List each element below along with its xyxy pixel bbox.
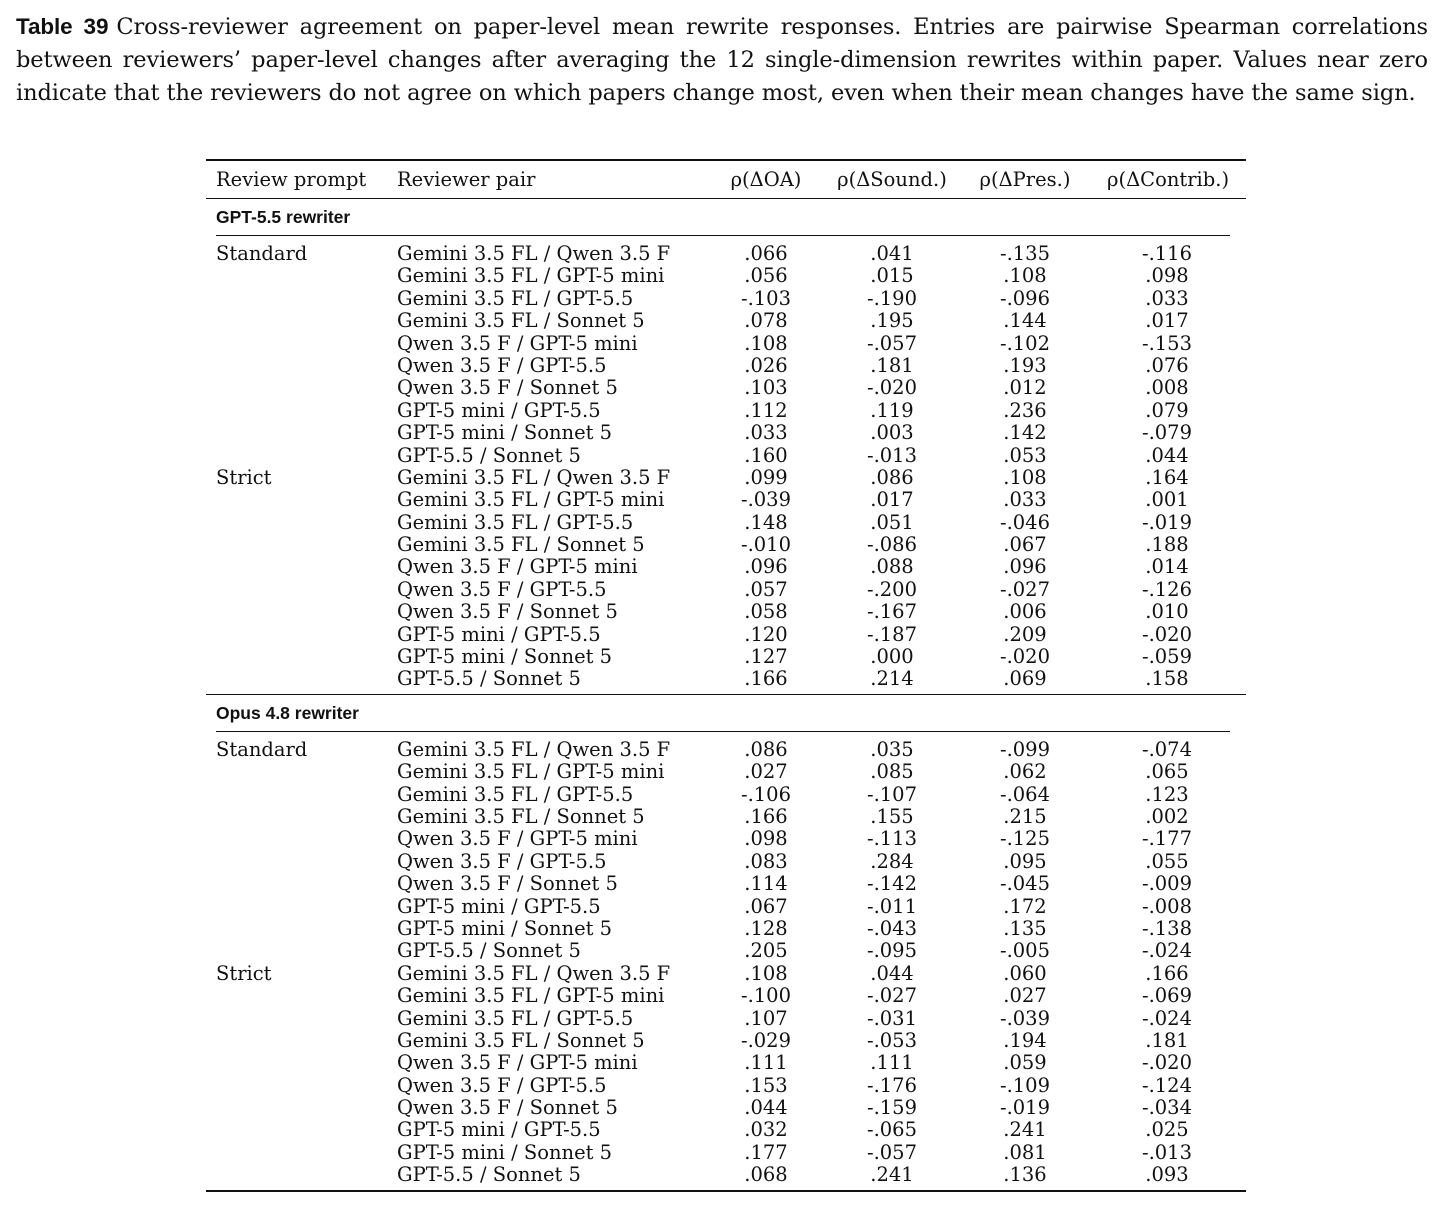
rho-sound-cell: .086 bbox=[870, 465, 914, 489]
rho-pres-cell: .136 bbox=[1003, 1163, 1047, 1187]
rho-oa-cell: .120 bbox=[744, 622, 788, 646]
table-row bbox=[206, 310, 1246, 332]
rho-pres-cell: -.046 bbox=[999, 510, 1050, 534]
table-row bbox=[206, 761, 1246, 783]
reviewer-pair-cell: GPT-5 mini / Sonnet 5 bbox=[397, 421, 613, 445]
bottom-rule bbox=[206, 1190, 1246, 1192]
table-row bbox=[206, 1008, 1246, 1030]
rho-sound-cell: .003 bbox=[870, 421, 914, 445]
table-row bbox=[206, 489, 1246, 511]
reviewer-pair-cell: Gemini 3.5 FL / GPT-5 mini bbox=[397, 760, 665, 784]
reviewer-pair-cell: GPT-5 mini / Sonnet 5 bbox=[397, 1140, 613, 1164]
rho-oa-cell: .128 bbox=[744, 916, 788, 940]
rho-contrib-cell: -.024 bbox=[1141, 939, 1192, 963]
reviewer-pair-cell: GPT-5.5 / Sonnet 5 bbox=[397, 1163, 581, 1187]
reviewer-pair-cell: GPT-5 mini / GPT-5.5 bbox=[397, 894, 601, 918]
rho-contrib-cell: .002 bbox=[1145, 804, 1189, 828]
rho-pres-cell: .144 bbox=[1003, 309, 1047, 333]
rho-sound-cell: -.200 bbox=[866, 577, 917, 601]
rho-pres-cell: -.020 bbox=[999, 645, 1050, 669]
rho-contrib-cell: -.009 bbox=[1141, 872, 1192, 896]
rho-oa-cell: -.106 bbox=[740, 782, 791, 806]
reviewer-pair-cell: Qwen 3.5 F / GPT-5.5 bbox=[397, 577, 607, 601]
table-header-row bbox=[206, 161, 1246, 198]
rho-oa-cell: .057 bbox=[744, 577, 788, 601]
reviewer-pair-cell: Gemini 3.5 FL / Qwen 3.5 F bbox=[397, 465, 671, 489]
reviewer-pair-cell: Gemini 3.5 FL / Sonnet 5 bbox=[397, 533, 645, 557]
rho-pres-cell: -.027 bbox=[999, 577, 1050, 601]
rho-sound-cell: .017 bbox=[870, 488, 914, 512]
rho-pres-cell: .006 bbox=[1003, 600, 1047, 624]
reviewer-pair-cell: Qwen 3.5 F / Sonnet 5 bbox=[397, 600, 618, 624]
table-row bbox=[206, 333, 1246, 355]
rho-pres-cell: .209 bbox=[1003, 622, 1047, 646]
rho-pres-cell: .241 bbox=[1003, 1118, 1047, 1142]
rho-pres-cell: .142 bbox=[1003, 421, 1047, 445]
table-row bbox=[206, 445, 1246, 467]
rho-sound-cell: .195 bbox=[870, 309, 914, 333]
reviewer-pair-cell: GPT-5 mini / GPT-5.5 bbox=[397, 622, 601, 646]
rho-pres-cell: .012 bbox=[1003, 376, 1047, 400]
rho-contrib-cell: .098 bbox=[1145, 264, 1189, 288]
rho-pres-cell: .059 bbox=[1003, 1051, 1047, 1075]
rho-pres-cell: .108 bbox=[1003, 264, 1047, 288]
table-row bbox=[206, 422, 1246, 444]
reviewer-pair-cell: Qwen 3.5 F / GPT-5.5 bbox=[397, 849, 607, 873]
rho-contrib-cell: -.020 bbox=[1141, 1051, 1192, 1075]
rho-sound-cell: -.086 bbox=[866, 533, 917, 557]
reviewer-pair-cell: GPT-5 mini / Sonnet 5 bbox=[397, 645, 613, 669]
review-prompt-cell: Strict bbox=[216, 465, 272, 489]
rho-sound-cell: -.107 bbox=[866, 782, 917, 806]
rho-oa-cell: .166 bbox=[744, 804, 788, 828]
rho-contrib-cell: -.019 bbox=[1141, 510, 1192, 534]
reviewer-pair-cell: Qwen 3.5 F / Sonnet 5 bbox=[397, 872, 618, 896]
rho-oa-cell: .083 bbox=[744, 849, 788, 873]
reviewer-pair-cell: Qwen 3.5 F / Sonnet 5 bbox=[397, 376, 618, 400]
table-row bbox=[206, 467, 1246, 489]
rho-pres-cell: .108 bbox=[1003, 465, 1047, 489]
rho-sound-cell: -.159 bbox=[866, 1096, 917, 1120]
table-label: Table 39 bbox=[16, 14, 109, 39]
table-row bbox=[206, 512, 1246, 534]
rho-oa-cell: -.100 bbox=[740, 984, 791, 1008]
rho-contrib-cell: -.034 bbox=[1141, 1096, 1192, 1120]
table-row bbox=[206, 1052, 1246, 1074]
rho-pres-cell: .194 bbox=[1003, 1028, 1047, 1052]
rho-contrib-cell: -.024 bbox=[1141, 1006, 1192, 1030]
rho-sound-cell: -.011 bbox=[866, 894, 917, 918]
rho-oa-cell: -.029 bbox=[740, 1028, 791, 1052]
rho-contrib-cell: .001 bbox=[1145, 488, 1189, 512]
caption-text: Cross-reviewer agreement on paper-level mean rewrite responses. Entries are pairwise Spearman correlations between reviewers’ paper-level changes after averaging the 12 single-dimension rewrites within paper. Values near zero indicate that the reviewers do not agree on which papers change most, even when their mean changes have the same sign. bbox=[16, 14, 1428, 106]
rho-pres-cell: .053 bbox=[1003, 443, 1047, 467]
rho-contrib-cell: .158 bbox=[1145, 667, 1189, 691]
reviewer-pair-cell: Gemini 3.5 FL / GPT-5.5 bbox=[397, 782, 634, 806]
reviewer-pair-cell: GPT-5.5 / Sonnet 5 bbox=[397, 939, 581, 963]
reviewer-pair-cell: GPT-5 mini / GPT-5.5 bbox=[397, 1118, 601, 1142]
rho-contrib-cell: .181 bbox=[1145, 1028, 1189, 1052]
rho-contrib-cell: .055 bbox=[1145, 849, 1189, 873]
rho-oa-cell: .067 bbox=[744, 894, 788, 918]
rho-oa-cell: -.010 bbox=[740, 533, 791, 557]
rho-sound-cell: -.031 bbox=[866, 1006, 917, 1030]
table-row bbox=[206, 646, 1246, 668]
rho-pres-cell: .193 bbox=[1003, 353, 1047, 377]
table-row bbox=[206, 896, 1246, 918]
header-oa: ρ(ΔOA) bbox=[730, 168, 802, 191]
rho-sound-cell: .111 bbox=[870, 1051, 914, 1075]
reviewer-pair-cell: Qwen 3.5 F / GPT-5.5 bbox=[397, 353, 607, 377]
reviewer-pair-cell: Gemini 3.5 FL / GPT-5 mini bbox=[397, 984, 665, 1008]
rho-sound-cell: -.057 bbox=[866, 1140, 917, 1164]
review-prompt-cell: Standard bbox=[216, 737, 308, 761]
rho-sound-cell: .085 bbox=[870, 760, 914, 784]
rho-contrib-cell: .123 bbox=[1145, 782, 1189, 806]
rho-contrib-cell: -.116 bbox=[1141, 242, 1192, 265]
rho-sound-cell: -.113 bbox=[866, 827, 917, 851]
rho-contrib-cell: .014 bbox=[1145, 555, 1189, 579]
reviewer-pair-cell: Gemini 3.5 FL / Qwen 3.5 F bbox=[397, 737, 671, 761]
reviewer-pair-cell: Qwen 3.5 F / GPT-5 mini bbox=[397, 1051, 638, 1075]
section-body bbox=[206, 732, 1246, 1190]
table-row bbox=[206, 851, 1246, 873]
rho-pres-cell: .096 bbox=[1003, 555, 1047, 579]
rho-contrib-cell: -.074 bbox=[1141, 737, 1192, 761]
reviewer-pair-cell: Gemini 3.5 FL / Qwen 3.5 F bbox=[397, 242, 671, 265]
rho-oa-cell: .096 bbox=[744, 555, 788, 579]
rho-pres-cell: -.135 bbox=[999, 242, 1050, 265]
rho-contrib-cell: .008 bbox=[1145, 376, 1189, 400]
rho-sound-cell: .181 bbox=[870, 353, 914, 377]
header-reviewer-pair: Reviewer pair bbox=[397, 168, 536, 191]
reviewer-pair-cell: Qwen 3.5 F / GPT-5 mini bbox=[397, 331, 638, 355]
rho-oa-cell: .032 bbox=[744, 1118, 788, 1142]
table-row bbox=[206, 624, 1246, 646]
rho-oa-cell: -.103 bbox=[740, 286, 791, 310]
rho-oa-cell: .148 bbox=[744, 510, 788, 534]
table-row bbox=[206, 963, 1246, 985]
table-row bbox=[206, 1142, 1246, 1164]
rho-pres-cell: .215 bbox=[1003, 804, 1047, 828]
rho-oa-cell: .056 bbox=[744, 264, 788, 288]
rho-oa-cell: .177 bbox=[744, 1140, 788, 1164]
section-title: Opus 4.8 rewriter bbox=[216, 702, 359, 723]
rho-contrib-cell: .025 bbox=[1145, 1118, 1189, 1142]
rho-sound-cell: .035 bbox=[870, 737, 914, 761]
rho-oa-cell: .103 bbox=[744, 376, 788, 400]
reviewer-pair-cell: Qwen 3.5 F / GPT-5 mini bbox=[397, 555, 638, 579]
rho-oa-cell: .111 bbox=[744, 1051, 788, 1075]
table-row bbox=[206, 873, 1246, 895]
table-row bbox=[206, 377, 1246, 399]
rho-sound-cell: .088 bbox=[870, 555, 914, 579]
rho-oa-cell: .114 bbox=[744, 872, 788, 896]
rho-contrib-cell: .188 bbox=[1145, 533, 1189, 557]
rho-sound-cell: -.190 bbox=[866, 286, 917, 310]
rho-sound-cell: -.187 bbox=[866, 622, 917, 646]
table-row bbox=[206, 556, 1246, 578]
correlation-table bbox=[206, 159, 1246, 1192]
table-row bbox=[206, 940, 1246, 962]
table-row bbox=[206, 534, 1246, 556]
rho-contrib-cell: .093 bbox=[1145, 1163, 1189, 1187]
rho-oa-cell: .044 bbox=[744, 1096, 788, 1120]
rho-oa-cell: .086 bbox=[744, 737, 788, 761]
rho-sound-cell: -.176 bbox=[866, 1073, 917, 1097]
rho-sound-cell: .041 bbox=[870, 242, 914, 265]
rho-contrib-cell: .166 bbox=[1145, 961, 1189, 985]
reviewer-pair-cell: Qwen 3.5 F / GPT-5.5 bbox=[397, 1073, 607, 1097]
table-row bbox=[206, 985, 1246, 1007]
rho-pres-cell: -.039 bbox=[999, 1006, 1050, 1030]
table-row bbox=[206, 288, 1246, 310]
rho-sound-cell: -.043 bbox=[866, 916, 917, 940]
rho-oa-cell: .153 bbox=[744, 1073, 788, 1097]
rho-oa-cell: .205 bbox=[744, 939, 788, 963]
reviewer-pair-cell: Gemini 3.5 FL / GPT-5.5 bbox=[397, 1006, 634, 1030]
table-row bbox=[206, 579, 1246, 601]
rho-sound-cell: .000 bbox=[870, 645, 914, 669]
rho-contrib-cell: .044 bbox=[1145, 443, 1189, 467]
rho-sound-cell: -.013 bbox=[866, 443, 917, 467]
rho-contrib-cell: -.177 bbox=[1141, 827, 1192, 851]
rho-oa-cell: .112 bbox=[744, 398, 788, 422]
rho-contrib-cell: -.138 bbox=[1141, 916, 1192, 940]
rho-contrib-cell: -.008 bbox=[1141, 894, 1192, 918]
rho-contrib-cell: -.020 bbox=[1141, 622, 1192, 646]
rho-oa-cell: .127 bbox=[744, 645, 788, 669]
reviewer-pair-cell: Gemini 3.5 FL / GPT-5 mini bbox=[397, 488, 665, 512]
table-row bbox=[206, 806, 1246, 828]
rho-pres-cell: -.125 bbox=[999, 827, 1050, 851]
rho-contrib-cell: .079 bbox=[1145, 398, 1189, 422]
rho-oa-cell: .107 bbox=[744, 1006, 788, 1030]
section-body bbox=[206, 236, 1246, 694]
reviewer-pair-cell: Gemini 3.5 FL / Sonnet 5 bbox=[397, 804, 645, 828]
rho-sound-cell: .241 bbox=[870, 1163, 914, 1187]
reviewer-pair-cell: Gemini 3.5 FL / GPT-5 mini bbox=[397, 264, 665, 288]
rho-oa-cell: -.039 bbox=[740, 488, 791, 512]
rho-contrib-cell: -.069 bbox=[1141, 984, 1192, 1008]
table-row bbox=[206, 400, 1246, 422]
reviewer-pair-cell: Qwen 3.5 F / Sonnet 5 bbox=[397, 1096, 618, 1120]
section-title: GPT-5.5 rewriter bbox=[216, 207, 351, 227]
table-row bbox=[206, 243, 1246, 265]
rho-pres-cell: .027 bbox=[1003, 984, 1047, 1008]
table-row bbox=[206, 265, 1246, 287]
rho-oa-cell: .099 bbox=[744, 465, 788, 489]
table-row bbox=[206, 784, 1246, 806]
reviewer-pair-cell: GPT-5 mini / Sonnet 5 bbox=[397, 916, 613, 940]
rho-contrib-cell: .065 bbox=[1145, 760, 1189, 784]
table-body bbox=[206, 199, 1246, 1190]
table-row bbox=[206, 1075, 1246, 1097]
rho-oa-cell: .108 bbox=[744, 331, 788, 355]
table-row bbox=[206, 1119, 1246, 1141]
reviewer-pair-cell: Gemini 3.5 FL / Qwen 3.5 F bbox=[397, 961, 671, 985]
rho-pres-cell: .069 bbox=[1003, 667, 1047, 691]
rho-sound-cell: -.053 bbox=[866, 1028, 917, 1052]
rho-oa-cell: .098 bbox=[744, 827, 788, 851]
rho-pres-cell: .095 bbox=[1003, 849, 1047, 873]
table-row bbox=[206, 355, 1246, 377]
rho-contrib-cell: .164 bbox=[1145, 465, 1189, 489]
reviewer-pair-cell: GPT-5.5 / Sonnet 5 bbox=[397, 443, 581, 467]
rho-pres-cell: .062 bbox=[1003, 760, 1047, 784]
table-row bbox=[206, 739, 1246, 761]
reviewer-pair-cell: Gemini 3.5 FL / Sonnet 5 bbox=[397, 1028, 645, 1052]
rho-pres-cell: .172 bbox=[1003, 894, 1047, 918]
rho-pres-cell: -.064 bbox=[999, 782, 1050, 806]
header-review-prompt: Review prompt bbox=[216, 168, 367, 191]
table-row bbox=[206, 828, 1246, 850]
reviewer-pair-cell: Gemini 3.5 FL / Sonnet 5 bbox=[397, 309, 645, 333]
rho-pres-cell: .236 bbox=[1003, 398, 1047, 422]
rho-contrib-cell: .033 bbox=[1145, 286, 1189, 310]
rho-oa-cell: .166 bbox=[744, 667, 788, 691]
rho-pres-cell: .067 bbox=[1003, 533, 1047, 557]
rho-sound-cell: .051 bbox=[870, 510, 914, 534]
rho-pres-cell: .060 bbox=[1003, 961, 1047, 985]
table-row bbox=[206, 1097, 1246, 1119]
rho-oa-cell: .026 bbox=[744, 353, 788, 377]
rho-contrib-cell: -.153 bbox=[1141, 331, 1192, 355]
table-row bbox=[206, 1030, 1246, 1052]
table-row bbox=[206, 601, 1246, 623]
rho-sound-cell: .214 bbox=[870, 667, 914, 691]
rho-sound-cell: -.057 bbox=[866, 331, 917, 355]
reviewer-pair-cell: GPT-5.5 / Sonnet 5 bbox=[397, 667, 581, 691]
rho-sound-cell: -.020 bbox=[866, 376, 917, 400]
table-row bbox=[206, 918, 1246, 940]
rho-pres-cell: -.045 bbox=[999, 872, 1050, 896]
reviewer-pair-cell: Qwen 3.5 F / GPT-5 mini bbox=[397, 827, 638, 851]
rho-pres-cell: -.096 bbox=[999, 286, 1050, 310]
rho-sound-cell: .284 bbox=[870, 849, 914, 873]
rho-oa-cell: .160 bbox=[744, 443, 788, 467]
rho-pres-cell: -.099 bbox=[999, 737, 1050, 761]
rho-contrib-cell: .017 bbox=[1145, 309, 1189, 333]
rho-pres-cell: .135 bbox=[1003, 916, 1047, 940]
rho-sound-cell: .119 bbox=[870, 398, 914, 422]
rho-pres-cell: -.019 bbox=[999, 1096, 1050, 1120]
header-pres: ρ(ΔPres.) bbox=[979, 168, 1071, 191]
review-prompt-cell: Strict bbox=[216, 961, 272, 985]
rho-pres-cell: .033 bbox=[1003, 488, 1047, 512]
rho-oa-cell: .033 bbox=[744, 421, 788, 445]
rho-sound-cell: .155 bbox=[870, 804, 914, 828]
rho-sound-cell: .044 bbox=[870, 961, 914, 985]
rho-contrib-cell: -.126 bbox=[1141, 577, 1192, 601]
rho-contrib-cell: -.013 bbox=[1141, 1140, 1192, 1164]
table-row bbox=[206, 1164, 1246, 1186]
rho-oa-cell: .068 bbox=[744, 1163, 788, 1187]
review-prompt-cell: Standard bbox=[216, 242, 308, 265]
rho-pres-cell: -.109 bbox=[999, 1073, 1050, 1097]
rho-pres-cell: .081 bbox=[1003, 1140, 1047, 1164]
rho-contrib-cell: -.079 bbox=[1141, 421, 1192, 445]
rho-pres-cell: -.102 bbox=[999, 331, 1050, 355]
table-caption bbox=[16, 10, 1428, 110]
table-row bbox=[206, 668, 1246, 690]
rho-oa-cell: .066 bbox=[744, 242, 788, 265]
rho-oa-cell: .108 bbox=[744, 961, 788, 985]
rho-contrib-cell: -.124 bbox=[1141, 1073, 1192, 1097]
rho-contrib-cell: -.059 bbox=[1141, 645, 1192, 669]
rho-oa-cell: .058 bbox=[744, 600, 788, 624]
rho-sound-cell: .015 bbox=[870, 264, 914, 288]
reviewer-pair-cell: GPT-5 mini / GPT-5.5 bbox=[397, 398, 601, 422]
rho-oa-cell: .078 bbox=[744, 309, 788, 333]
rho-sound-cell: -.167 bbox=[866, 600, 917, 624]
rho-sound-cell: -.095 bbox=[866, 939, 917, 963]
rho-sound-cell: -.142 bbox=[866, 872, 917, 896]
rho-contrib-cell: .010 bbox=[1145, 600, 1189, 624]
reviewer-pair-cell: Gemini 3.5 FL / GPT-5.5 bbox=[397, 286, 634, 310]
rho-sound-cell: -.027 bbox=[866, 984, 917, 1008]
rho-contrib-cell: .076 bbox=[1145, 353, 1189, 377]
reviewer-pair-cell: Gemini 3.5 FL / GPT-5.5 bbox=[397, 510, 634, 534]
header-contrib: ρ(ΔContrib.) bbox=[1107, 168, 1230, 191]
rho-sound-cell: -.065 bbox=[866, 1118, 917, 1142]
header-sound: ρ(ΔSound.) bbox=[837, 168, 947, 191]
rho-pres-cell: -.005 bbox=[999, 939, 1050, 963]
rho-oa-cell: .027 bbox=[744, 760, 788, 784]
